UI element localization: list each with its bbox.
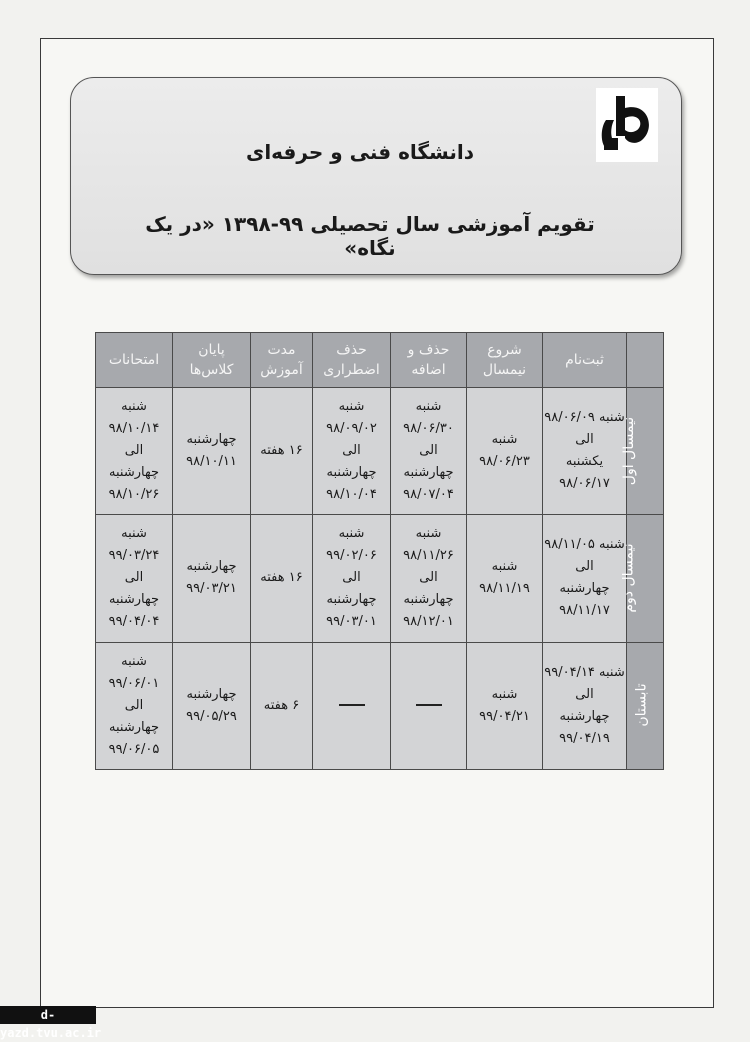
column-header-line: ثبت‌نام <box>565 352 604 368</box>
cell-text: چهارشنبه ۹۹/۰۳/۰۱ <box>326 592 377 630</box>
cell-text: چهارشنبه ۹۸/۱۲/۰۱ <box>403 592 454 630</box>
cell-emergency-drop <box>313 388 391 515</box>
column-header-line: اضطراری <box>323 362 380 378</box>
column-header-line: حذف و <box>407 342 450 358</box>
semester-label: تابستان <box>633 683 650 727</box>
column-header-line: مدت <box>267 342 296 358</box>
cell-text: شنبه ۹۸/۰۶/۰۹ <box>544 410 625 426</box>
cell-classes-end <box>173 515 251 642</box>
empty-dash <box>339 704 365 706</box>
cell-text: ۶ هفته <box>263 697 300 713</box>
cell-text: چهارشنبه ۹۸/۱۱/۱۷ <box>559 581 610 619</box>
cell-text: شنبه ۹۸/۱۰/۱۴ <box>108 399 160 437</box>
semester-label-cell <box>627 642 664 769</box>
cell-text: شنبه ۹۸/۰۹/۰۲ <box>326 399 377 437</box>
cell-duration <box>251 642 313 769</box>
cell-text: چهارشنبه ۹۸/۱۰/۲۶ <box>108 465 160 503</box>
cell-emergency-drop <box>313 515 391 642</box>
cell-text: شنبه <box>491 559 518 575</box>
cell-text: چهارشنبه ۹۹/۰۶/۰۵ <box>108 719 160 757</box>
cell-add-drop <box>391 515 467 642</box>
cell-text: ۹۸/۰۶/۲۳ <box>479 454 530 470</box>
column-header-classes-end <box>173 333 251 388</box>
column-header-line: حذف <box>336 342 367 358</box>
column-header-line: نیمسال <box>482 362 527 378</box>
cell-text: شنبه ۹۹/۰۶/۰۱ <box>108 653 160 691</box>
cell-text: ۹۹/۰۴/۲۱ <box>479 708 530 724</box>
cell-add-drop <box>391 642 467 769</box>
cell-text: یکشنبه ۹۸/۰۶/۱۷ <box>559 454 610 492</box>
cell-exams <box>96 515 173 642</box>
cell-text: چهارشنبه <box>186 686 237 702</box>
cell-semester-start <box>467 642 543 769</box>
cell-text: الی <box>419 570 438 586</box>
cell-text: ۱۶ هفته <box>260 443 303 459</box>
cell-registration <box>543 642 627 769</box>
cell-text: چهارشنبه <box>186 432 237 448</box>
cell-text: الی <box>575 559 594 575</box>
cell-text: شنبه ۹۹/۰۴/۱۴ <box>544 664 625 680</box>
column-header-add-drop <box>391 333 467 388</box>
cell-text: چهارشنبه <box>186 559 237 575</box>
table-header-row <box>96 333 664 388</box>
column-header-line: اضافه <box>411 362 446 378</box>
table-row <box>96 515 664 642</box>
cell-emergency-drop <box>313 642 391 769</box>
cell-text: چهارشنبه ۹۹/۰۴/۰۴ <box>108 592 160 630</box>
column-header-line: امتحانات <box>108 352 160 368</box>
semester-label-cell <box>620 515 664 642</box>
column-header-semester-start <box>467 333 543 388</box>
cell-exams <box>96 388 173 515</box>
semester-label: نیمسال اول <box>620 416 637 485</box>
footer-site-url[interactable]: d-yazd.tvu.ac.ir <box>0 1008 102 1040</box>
column-header-line: پایان <box>198 342 225 358</box>
cell-semester-start <box>467 515 543 642</box>
table-row <box>96 388 664 515</box>
cell-text: ۱۶ هفته <box>260 570 303 586</box>
cell-exams <box>96 642 173 769</box>
semester-label-cell <box>620 388 664 515</box>
column-header-duration <box>251 333 313 388</box>
cell-text: الی <box>342 570 361 586</box>
column-header-line: شروع <box>487 342 522 358</box>
empty-dash <box>416 704 442 706</box>
cell-duration <box>251 515 313 642</box>
university-logo <box>596 88 658 162</box>
header-corner <box>627 333 664 388</box>
column-header-exams <box>96 333 173 388</box>
cell-text: الی <box>575 686 594 702</box>
cell-classes-end <box>173 642 251 769</box>
cell-text: چهارشنبه ۹۸/۰۷/۰۴ <box>403 465 454 503</box>
column-header-line: آموزش <box>260 362 303 378</box>
cell-text: الی <box>575 432 594 448</box>
cell-text: ۹۸/۱۰/۱۱ <box>186 454 237 470</box>
cell-text: شنبه <box>491 432 518 448</box>
cell-text: الی <box>124 570 144 586</box>
cell-semester-start <box>467 388 543 515</box>
cell-text: الی <box>124 443 144 459</box>
calendar-title: تقویم آموزشی سال تحصیلی ۹۹-۱۳۹۸ «در یک نگاه» <box>145 212 595 260</box>
university-name: دانشگاه فنی و حرفه‌ای <box>245 140 474 164</box>
cell-add-drop <box>391 388 467 515</box>
cell-text: شنبه ۹۹/۰۲/۰۶ <box>326 526 377 564</box>
cell-duration <box>251 388 313 515</box>
cell-text: شنبه ۹۸/۰۶/۳۰ <box>403 399 454 437</box>
cell-text: الی <box>342 443 361 459</box>
cell-text: چهارشنبه ۹۸/۱۰/۰۴ <box>326 465 377 503</box>
cell-text: شنبه ۹۸/۱۱/۲۶ <box>403 526 454 564</box>
column-header-emergency-drop <box>313 333 391 388</box>
cell-text: شنبه ۹۸/۱۱/۰۵ <box>544 537 625 553</box>
cell-classes-end <box>173 388 251 515</box>
column-header-registration <box>543 333 627 388</box>
cell-text: الی <box>419 443 438 459</box>
column-header-line: کلاس‌ها <box>189 362 234 378</box>
semester-label: نیمسال دوم <box>620 543 637 613</box>
table-row <box>96 642 664 769</box>
cell-text: ۹۹/۰۵/۲۹ <box>186 708 237 724</box>
cell-text: ۹۹/۰۳/۲۱ <box>186 581 237 597</box>
cell-text: الی <box>124 697 144 713</box>
cell-text: چهارشنبه ۹۹/۰۴/۱۹ <box>559 708 610 746</box>
cell-text: شنبه ۹۹/۰۳/۲۴ <box>108 526 160 564</box>
cell-text: ۹۸/۱۱/۱۹ <box>479 581 530 597</box>
academic-calendar-table <box>95 332 664 770</box>
cell-text: شنبه <box>491 686 518 702</box>
